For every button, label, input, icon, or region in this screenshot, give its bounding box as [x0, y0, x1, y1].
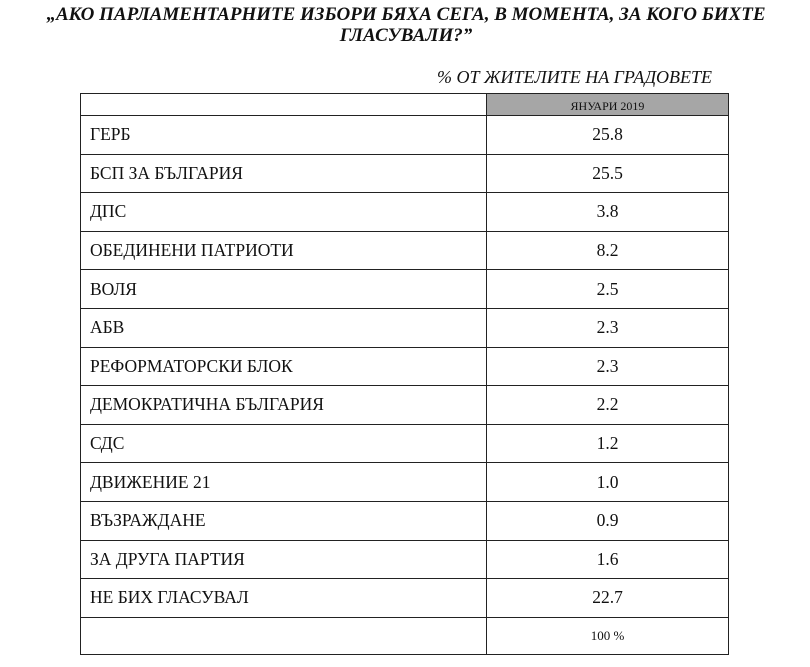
- table-header-row: [81, 94, 729, 116]
- page-title: [6, 4, 806, 46]
- party-value-cell: 2.3: [487, 347, 729, 386]
- party-value-cell: 2.3: [487, 308, 729, 347]
- table-row: [81, 193, 729, 232]
- table-total-row: [81, 617, 729, 654]
- table-row: [81, 579, 729, 618]
- table-row: [81, 116, 729, 155]
- party-name-cell: БСП ЗА БЪЛГАРИЯ: [81, 154, 487, 193]
- party-name-cell: ВЪЗРАЖДАНЕ: [81, 501, 487, 540]
- party-column-header: [81, 94, 487, 116]
- party-name-cell: ДВИЖЕНИЕ 21: [81, 463, 487, 502]
- party-value-cell: 2.5: [487, 270, 729, 309]
- table-row: [81, 424, 729, 463]
- table-body: [81, 116, 729, 618]
- party-name-cell: РЕФОРМАТОРСКИ БЛОК: [81, 347, 487, 386]
- party-value-cell: 0.9: [487, 501, 729, 540]
- title-line-2: ГЛАСУВАЛИ?”: [339, 25, 473, 46]
- party-value-cell: 3.8: [487, 193, 729, 232]
- table-row: [81, 347, 729, 386]
- party-name-cell: ДЕМОКРАТИЧНА БЪЛГАРИЯ: [81, 386, 487, 425]
- table-subtitle: % ОТ ЖИТЕЛИТЕ НА ГРАДОВЕТЕ: [437, 67, 713, 87]
- party-name-cell: ДПС: [81, 193, 487, 232]
- party-name-cell: ОБЕДИНЕНИ ПАТРИОТИ: [81, 231, 487, 270]
- table-row: [81, 231, 729, 270]
- table-row: [81, 540, 729, 579]
- table-row: [81, 463, 729, 502]
- total-label-cell: [81, 617, 487, 654]
- table-row: [81, 501, 729, 540]
- party-value-cell: 2.2: [487, 386, 729, 425]
- party-value-cell: 1.2: [487, 424, 729, 463]
- table-row: [81, 308, 729, 347]
- party-name-cell: НЕ БИХ ГЛАСУВАЛ: [81, 579, 487, 618]
- party-value-cell: 1.6: [487, 540, 729, 579]
- total-value-cell: 100 %: [487, 617, 729, 654]
- table-row: [81, 270, 729, 309]
- table-row: [81, 386, 729, 425]
- date-column-header: ЯНУАРИ 2019: [487, 94, 729, 116]
- party-value-cell: 1.0: [487, 463, 729, 502]
- party-value-cell: 25.8: [487, 116, 729, 155]
- title-line-1: „АКО ПАРЛАМЕНТАРНИТЕ ИЗБОРИ БЯХА СЕГА, В МОМЕНТА, ЗА КОГО БИХТЕ: [46, 4, 766, 25]
- party-name-cell: ГЕРБ: [81, 116, 487, 155]
- party-value-cell: 25.5: [487, 154, 729, 193]
- poll-results-table: [80, 93, 729, 655]
- party-name-cell: ЗА ДРУГА ПАРТИЯ: [81, 540, 487, 579]
- party-name-cell: ВОЛЯ: [81, 270, 487, 309]
- party-name-cell: АБВ: [81, 308, 487, 347]
- party-name-cell: СДС: [81, 424, 487, 463]
- table-row: [81, 154, 729, 193]
- party-value-cell: 22.7: [487, 579, 729, 618]
- party-value-cell: 8.2: [487, 231, 729, 270]
